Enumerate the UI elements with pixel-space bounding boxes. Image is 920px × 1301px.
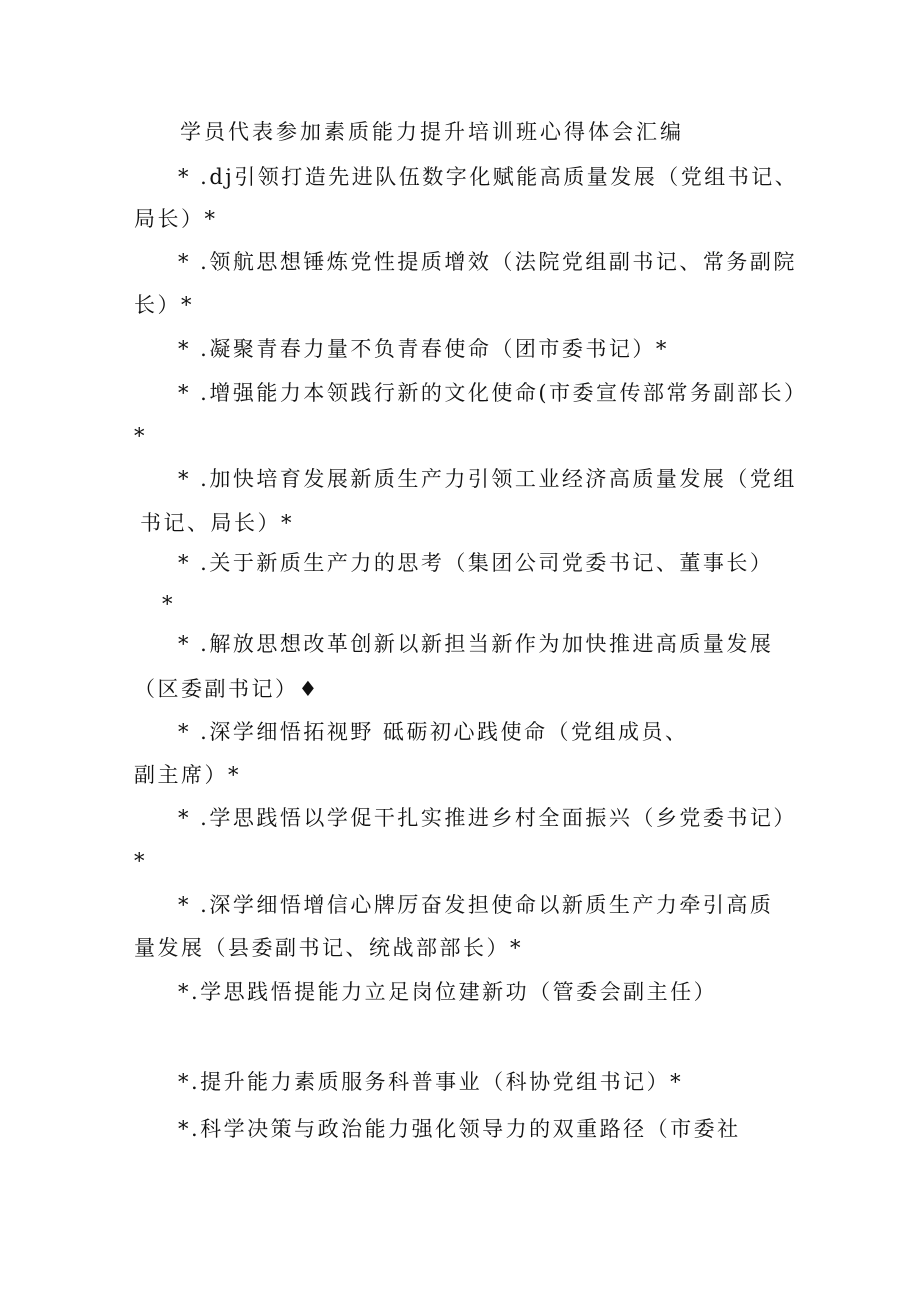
list-item-10-line-1: * .深学细悟增信心牌厉奋发担使命以新质生产力牵引高质 [178,893,774,917]
list-item-2-line-2: 长）* [134,293,194,317]
list-item-10-line-2: 量发展（县委副书记、统战部部长）* [134,936,523,960]
list-item-12-line-1: *.提升能力素质服务科普事业（科协党组书记）* [178,1070,684,1094]
list-item-9-line-2: * [134,849,147,873]
list-item-5-line-2: 书记、局长）* [140,511,294,535]
list-item-1-line-2: 局长）* [134,207,218,231]
list-item-7-line-1: * .解放思想改革创新以新担当新作为加快推进高质量发展 [178,632,774,656]
document-title: 学员代表参加素质能力提升培训班心得体会汇编 [180,120,684,144]
list-item-8-line-2: 副主席）* [134,763,241,787]
list-item-6-line-1: * .关于新质生产力的思考（集团公司党委书记、董事长） [178,551,774,575]
list-item-13-line-1: *.科学决策与政治能力强化领导力的双重路径（市委社 [178,1117,741,1141]
list-item-1-line-1: * .dj引领打造先进队伍数字化赋能高质量发展（党组书记、 [178,165,799,189]
list-item-6-line-2: * [162,592,175,616]
list-item-8-line-1: * .深学细悟拓视野 砥砺初心践使命（党组成员、 [178,720,689,744]
list-item-11-line-1: *.学思践悟提能力立足岗位建新功（管委会副主任） [178,980,718,1004]
list-item-4-line-2: * [134,424,147,448]
list-item-4-line-1: * .增强能力本领践行新的文化使命(市委宣传部常务副部长） [178,381,808,405]
list-item-5-line-1: * .加快培育发展新质生产力引领工业经济高质量发展（党组 [178,467,797,491]
list-item-7-line-2: （区委副书记）♦ [134,677,320,701]
list-item-2-line-1: * .领航思想锤炼党性提质增效（法院党组副书记、常务副院 [178,250,797,274]
list-item-9-line-1: * .学思践悟以学促干扎实推进乡村全面振兴（乡党委书记） [178,806,797,830]
list-item-3-line-1: * .凝聚青春力量不负青春使命（团市委书记）* [178,337,669,361]
